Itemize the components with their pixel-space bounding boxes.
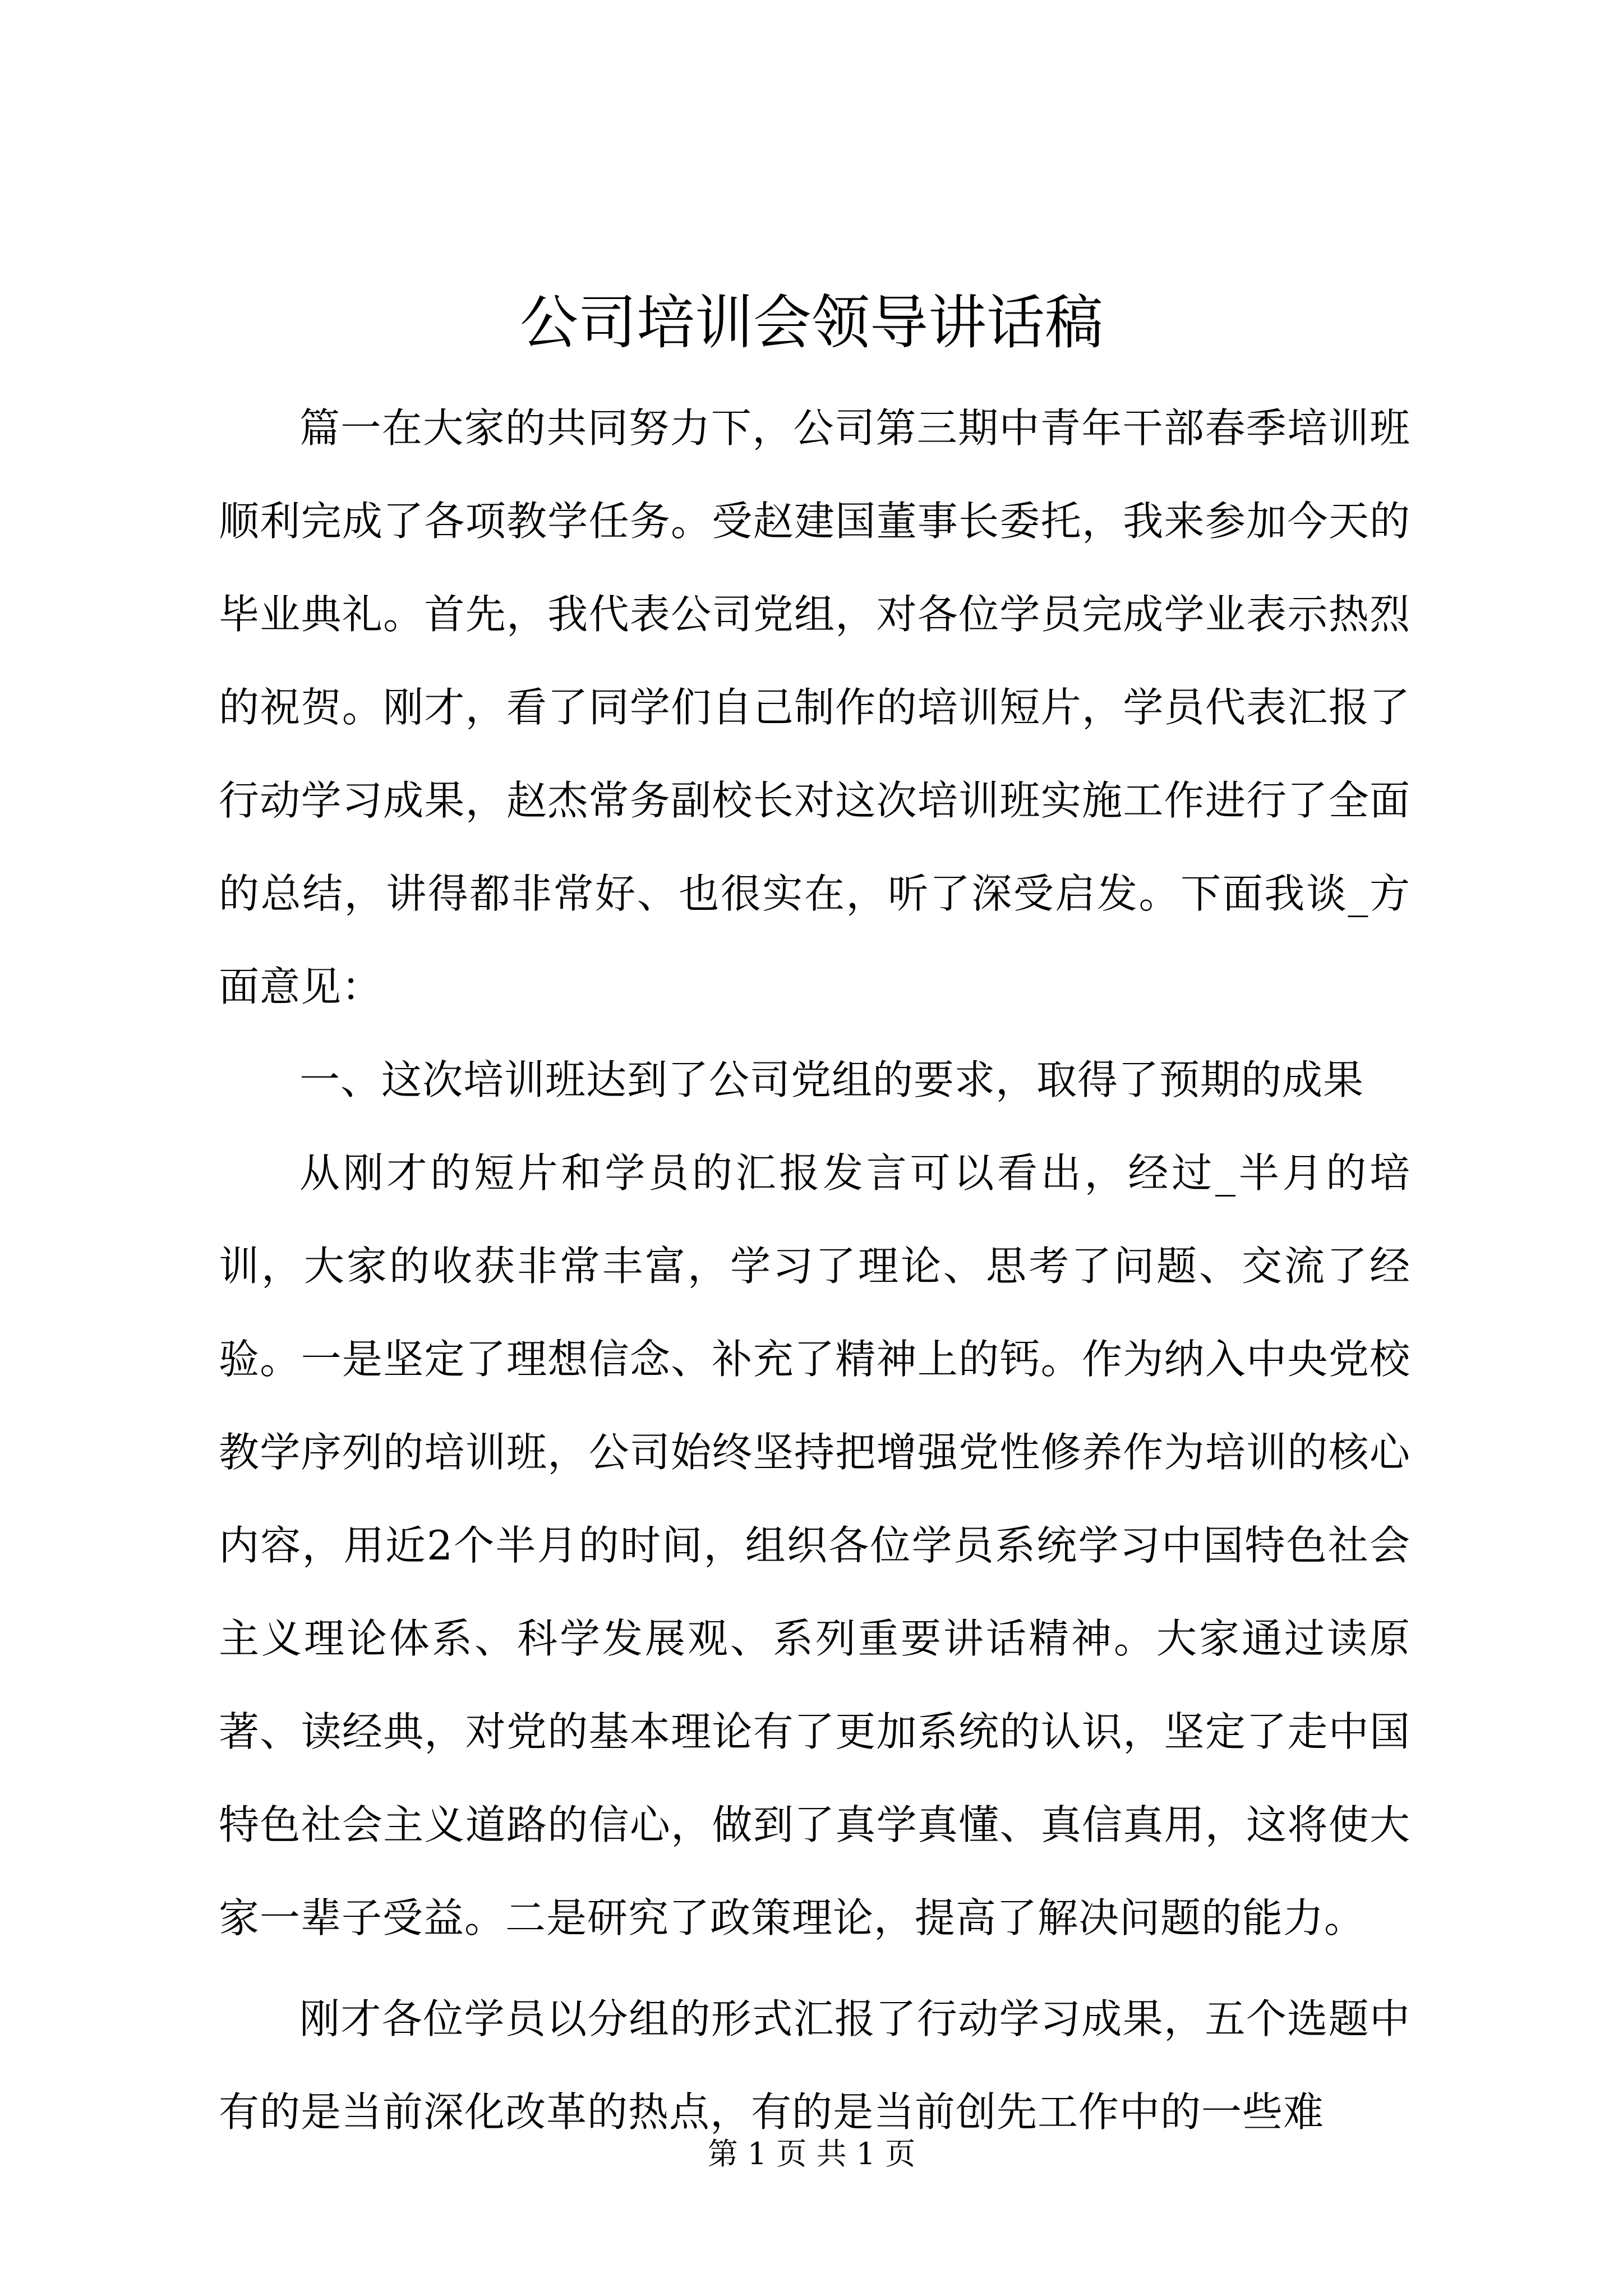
paragraph-group-report: 刚才各位学员以分组的形式汇报了行动学习成果，五个选题中有的是当前深化改革的热点，有的是当前创先工作中的一些难 <box>219 1995 1410 2136</box>
paragraph-results: 从刚才的短片和学员的汇报发言可以看出，经过_半月的培训，大家的收获非常丰富，学习了理论、思考了问题、交流了经验。一是坚定了理想信念、补充了精神上的钙。作为纳入中央党校教学序列的培训班，公司始终坚持把增强党性修养作为培训的核心内容，用近2个半月的时间，组织各位学员系统学习中国特色社会主义理论体系、科学发展观、系列重要讲话精神。大家通过读原著、读经典，对党的基本理论有了更加系统的认识，坚定了走中国特色社会主义道路的信心，做到了真学真懂、真信真用，这将使大家一辈子受益。二是研究了政策理论，提高了解决问题的能力。 <box>219 1149 1410 1941</box>
paragraph-intro: 篇一在大家的共同努力下，公司第三期中青年干部春季培训班顺利完成了各项教学任务。受赵建国董事长委托，我来参加今天的毕业典礼。首先，我代表公司党组，对各位学员完成学业表示热烈的祝贺。刚才，看了同学们自己制作的培训短片，学员代表汇报了行动学习成果，赵杰常务副校长对这次培训班实施工作进行了全面的总结，讲得都非常好、也很实在，听了深受启发。下面我谈_方面意见： <box>219 404 1410 1010</box>
document-title: 公司培训会领导讲话稿 <box>519 288 1103 357</box>
paragraph-section-heading: 一、这次培训班达到了公司党组的要求，取得了预期的成果 <box>299 1056 1364 1103</box>
page-number-footer: 第 1 页 共 1 页 <box>707 2136 916 2171</box>
document-body <box>219 381 1410 2159</box>
